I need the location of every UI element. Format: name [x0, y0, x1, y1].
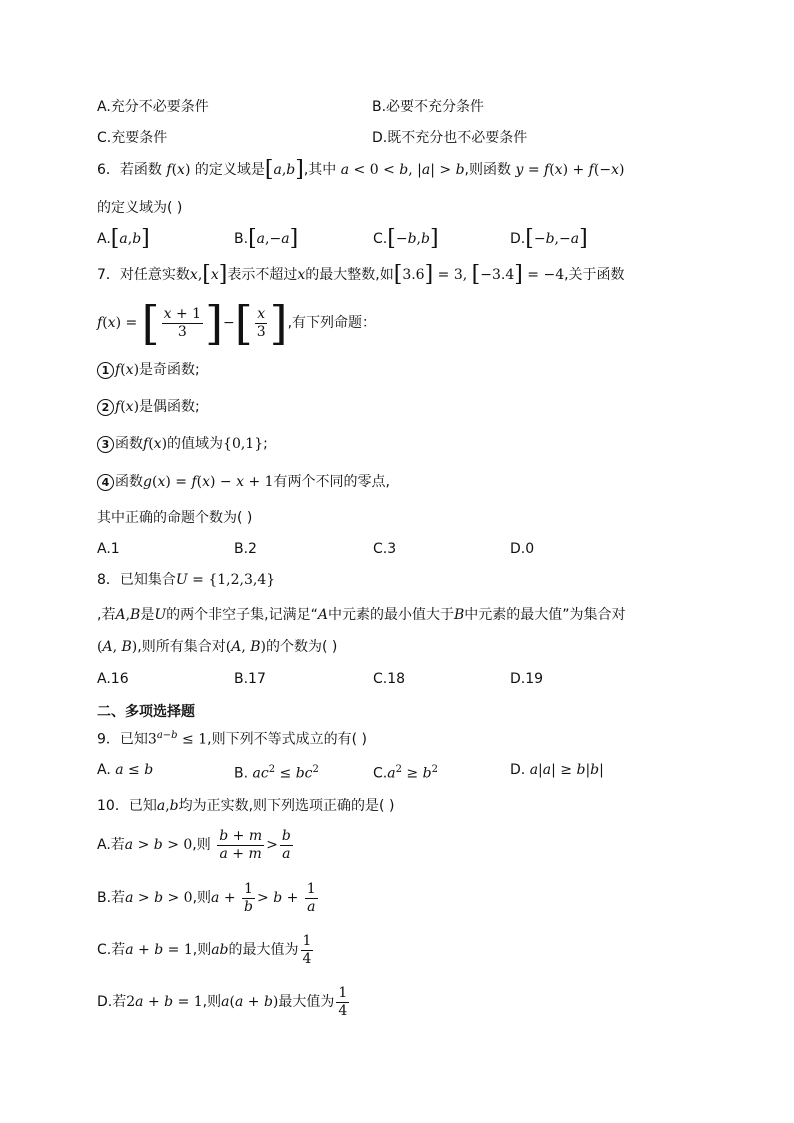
- q10-option-d: D.若2a + b = 1,则a(a + b)最大值为 $\frac{1}{4}$: [97, 984, 348, 1019]
- q10-option-c: C.若a + b = 1,则ab的最大值为 $\frac{1}{4}$: [97, 932, 312, 967]
- q9-option-c: $C.a^2 \ge b^2$: [373, 764, 438, 782]
- q10-stem: 10．已知a,b均为正实数,则下列选项正确的是( ): [97, 798, 395, 814]
- q5-option-c: C.充要条件: [97, 130, 168, 146]
- q9-stem: 9．已知$3^{a-b} \le 1$,则下列不等式成立的有( ): [97, 730, 367, 748]
- q8-stem-end: (A, B),则所有集合对(A, B)的个数为( ): [97, 639, 338, 655]
- q7-option-d: D.0: [510, 541, 535, 557]
- q6-option-d: D.[−b,−a]: [510, 226, 588, 251]
- q10-option-a: A.若a > b > 0,则 $\frac{b + m}{a + m}$ > $\frac{b}{a}$: [97, 827, 291, 862]
- q5-option-b: B.必要不充分条件: [372, 99, 485, 115]
- q5-option-a: A.充分不必要条件: [97, 99, 209, 115]
- q9-option-b: B. $ac^2 \le bc^2$: [234, 764, 319, 782]
- q7-prop-4: 4 函数g(x) = f(x) − x + 1有两个不同的零点,: [97, 472, 390, 492]
- q6-option-b: B.[a,−a]: [234, 226, 299, 251]
- q5-option-d: D.既不充分也不必要条件: [372, 130, 528, 146]
- q7-option-a: A.1: [97, 541, 120, 557]
- q7-function-def: f(x) = [ $\frac{x + 1}{3}$ ]−[ $\frac{x}{3}$ ],有下列命题：: [97, 296, 377, 350]
- q6-stem: 6．若函数 f(x) 的定义域是[a,b],其中 a < 0 < b, |a| > b,则函数 y = f(x) + f(−x): [97, 157, 625, 182]
- q7-prop-3: 3 函数f(x)的值域为{0,1};: [97, 434, 268, 454]
- q8-stem-cont: ,若A,B是U的两个非空子集,记满足“A中元素的最小值大于B中元素的最大值”为集合对: [97, 607, 626, 623]
- q9-option-a: A. a ≤ b: [97, 762, 154, 778]
- q8-option-d: D.19: [510, 671, 544, 687]
- q8-option-a: A.16: [97, 671, 129, 687]
- q7-option-b: B.2: [234, 541, 257, 557]
- q6-option-c: C.[−b,b]: [373, 226, 439, 251]
- q9-option-d: D. a|a| ≥ b|b|: [510, 762, 604, 778]
- section-heading-multi-choice: 二、多项选择题: [97, 704, 195, 720]
- q7-option-c: C.3: [373, 541, 397, 557]
- q7-stem: 7．对任意实数x,[x]表示不超过x的最大整数,如[3.6] = 3, [−3.4] = −4,关于函数: [97, 262, 625, 287]
- q8-stem: 8．已知集合U = {1,2,3,4}: [97, 572, 276, 588]
- q7-prop-1: 1 f(x)是奇函数;: [97, 360, 200, 380]
- q6-option-a: A.[a,b]: [97, 226, 150, 251]
- q7-prop-2: 2 f(x)是偶函数;: [97, 397, 200, 417]
- q10-option-b: B.若a > b > 0,则a + $\frac{1}{b}$ > b + $\frac{1}{a}$: [97, 880, 316, 915]
- q8-option-c: C.18: [373, 671, 406, 687]
- q8-option-b: B.17: [234, 671, 266, 687]
- q6-stem-cont: 的定义域为( ): [97, 200, 183, 216]
- q7-question: 其中正确的命题个数为( ): [97, 510, 253, 526]
